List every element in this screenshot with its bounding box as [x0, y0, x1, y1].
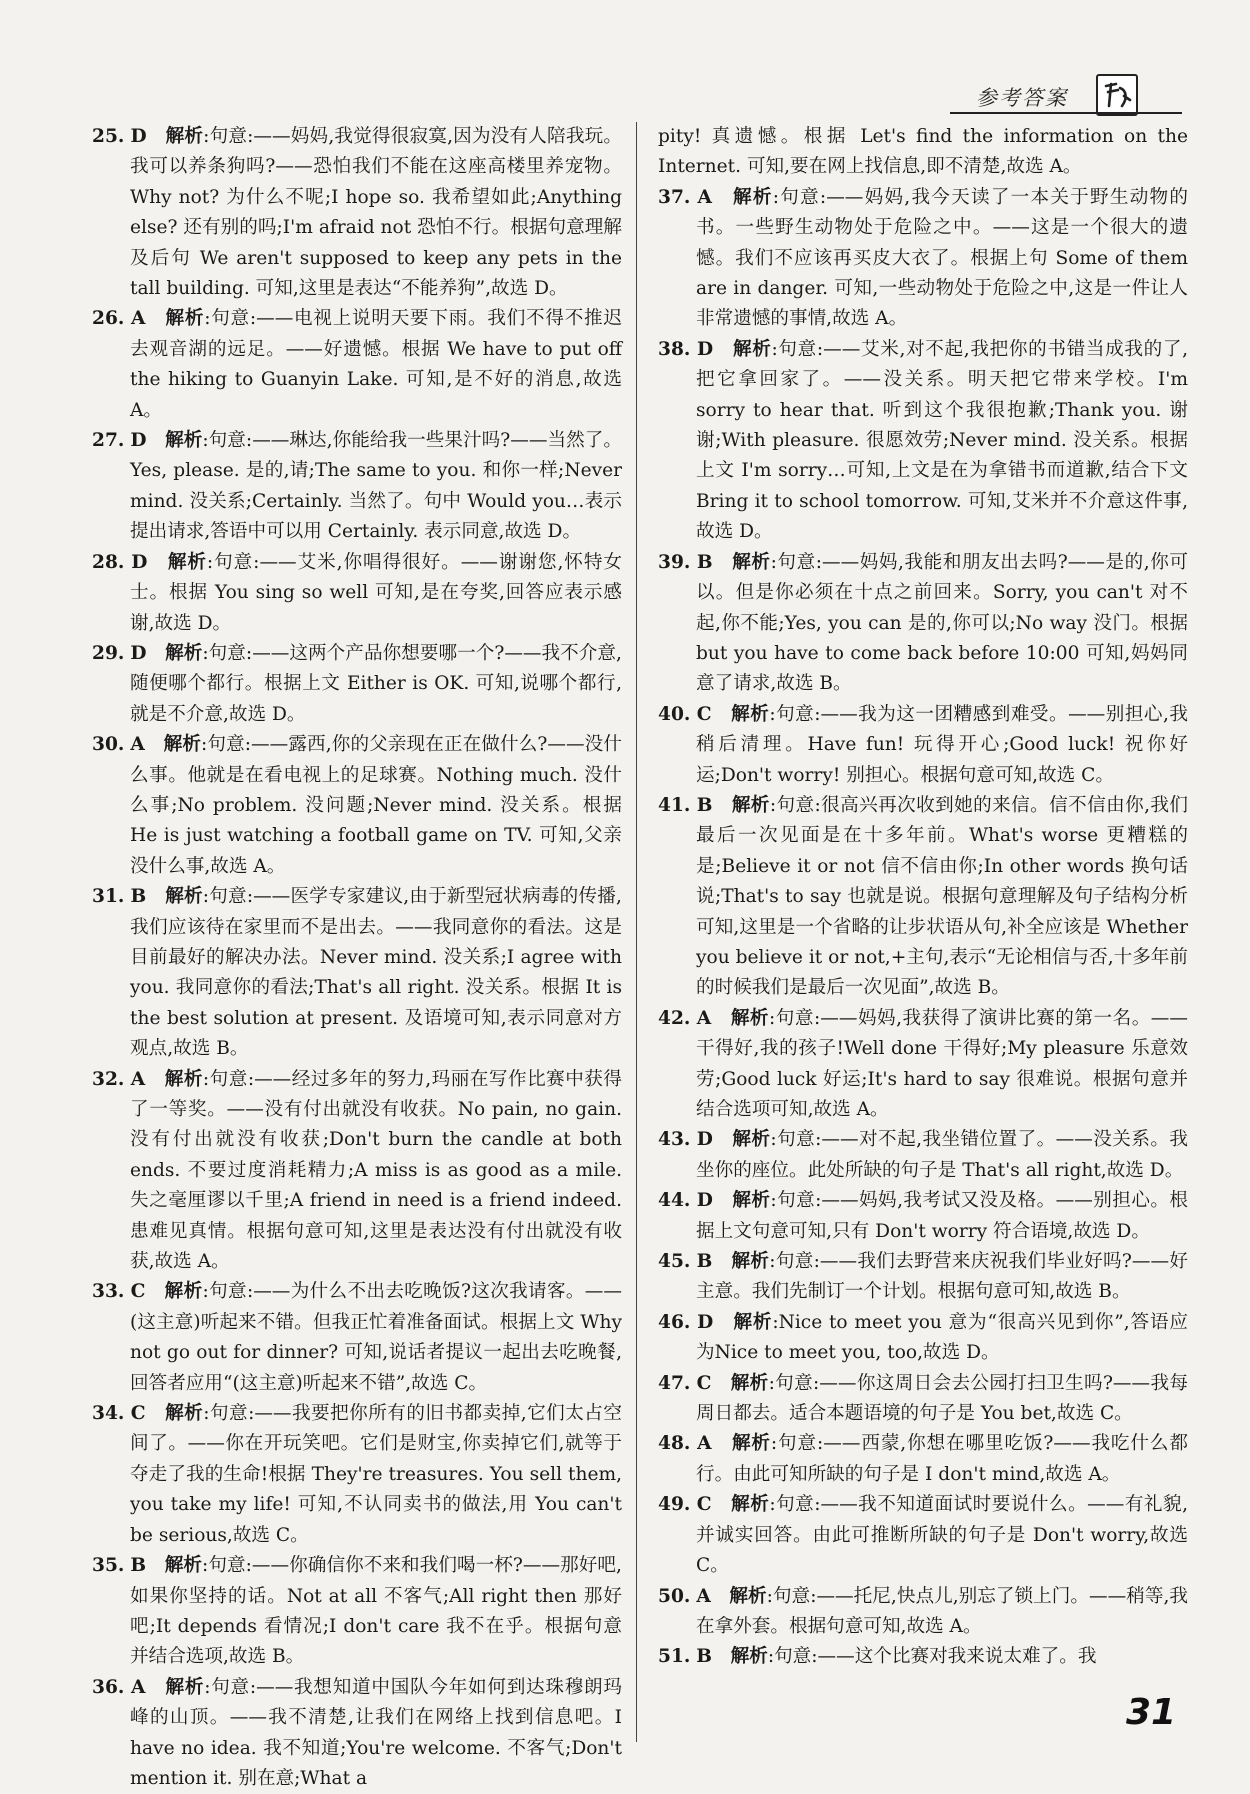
answer-item: 37. A 解析:句意:——妈妈,我今天读了一本关于野生动物的书。一些野生动物处于危险之中。——这是一个很大的遗憾。我们不应该再买皮大衣了。根据上句 Some of them are in danger. 可知,一些动物处于危险之中,这是一件让人非常遗憾的事情,故选 A。 — [658, 186, 1188, 330]
column-divider — [636, 122, 637, 1742]
answer-item: 27. D 解析:句意:——琳达,你能给我一些果汁吗?——当然了。Yes, please. 是的,请;The same to you. 和你一样;Never mind. 没关系;Certainly. 当然了。句中 Would you…表示提出请求,答语中可以用 Certainly. 表示同意,故选 D。 — [92, 430, 622, 543]
answer-item: 28. D 解析:句意:——艾米,你唱得很好。——谢谢您,怀特女士。根据 You sing so well 可知,是在夸奖,回答应表示感谢,故选 D。 — [92, 551, 622, 634]
answer-item: 43. D 解析:句意:——对不起,我坐错位置了。——没关系。我坐你的座位。此处所缺的句子是 That's all right,故选 D。 — [658, 1129, 1188, 1181]
answer-item: 33. C 解析:句意:——为什么不出去吃晚饭?这次我请客。——(这主意)听起来不错。但我正忙着准备面试。根据上文 Why not go out for dinner? 可知,说话者提议一起出去吃晚餐,回答者应用“(这主意)听起来不错”,故选 C。 — [92, 1281, 622, 1394]
page-header — [950, 78, 1182, 120]
continued-text: pity! 真遗憾。根据 Let's find the information on the Internet. 可知,要在网上找信息,即不清楚,故选 A。 — [658, 126, 1188, 178]
brand-seal-icon — [1096, 74, 1138, 116]
answer-item: 26. A 解析:句意:——电视上说明天要下雨。我们不得不推迟去观音湖的远足。——好遗憾。根据 We have to put off the hiking to Guanyin Lake. 可知,是不好的消息,故选 A。 — [92, 308, 622, 421]
answer-item: 47. C 解析:句意:——你这周日会去公园打扫卫生吗?——我每周日都去。适合本题语境的句子是 You bet,故选 C。 — [658, 1372, 1188, 1425]
answer-item: 25. D 解析:句意:——妈妈,我觉得很寂寞,因为没有人陪我玩。我可以养条狗吗?——恐怕我们不能在这座高楼里养宠物。Why not? 为什么不呢;I hope so. 我希望如此;Anything else? 还有别的吗;I'm afraid not 恐怕不行。根据句意理解及后句 We aren't supposed to keep any pets in the tall building. 可知,这里是表达“不能养狗”,故选 D。 — [92, 126, 622, 300]
answer-item: 35. B 解析:句意:——你确信你不来和我们喝一杯?——那好吧,如果你坚持的话。Not at all 不客气;All right then 那好吧;It depends 看情况;I don't care 我不在乎。根据句意并结合选项,故选 B。 — [92, 1555, 622, 1668]
header-rule — [950, 112, 1182, 114]
answer-item: 38. D 解析:句意:——艾米,对不起,我把你的书错当成我的了,把它拿回家了。——没关系。明天把它带来学校。I'm sorry to hear that. 听到这个我很抱歉;Thank you. 谢谢;With pleasure. 很愿效劳;Never mind. 没关系。根据上文 I'm sorry…可知,上文是在为拿错书而道歉,结合下文 Bring it to school tomorrow. 可知,艾米并不介意这件事,故选 D。 — [658, 338, 1188, 543]
answer-item: 40. C 解析:句意:——我为这一团糟感到难受。——别担心,我稍后清理。Have fun! 玩得开心;Good luck! 祝你好运;Don't worry! 别担心。根据句意可知,故选 C。 — [658, 703, 1188, 786]
answer-item: 46. D 解析:Nice to meet you 意为“很高兴见到你”,答语应为Nice to meet you, too,故选 D。 — [658, 1311, 1188, 1364]
answer-item: 32. A 解析:句意:——经过多年的努力,玛丽在写作比赛中获得了一等奖。——没有付出就没有收获。No pain, no gain. 没有付出就没有收获;Don't burn the candle at both ends. 不要过度消耗精力;A miss is as good as a mile. 失之毫厘谬以千里;A friend in need is a friend indeed. 患难见真情。根据句意可知,这里是表达没有付出就没有收获,故选 A。 — [92, 1068, 622, 1273]
header-label: 参考答案 — [976, 86, 1068, 110]
answer-item: 45. B 解析:句意:——我们去野营来庆祝我们毕业好吗?——好主意。我们先制订一个计划。根据句意可知,故选 B。 — [658, 1251, 1188, 1303]
answer-item: 51. B 解析:句意:——这个比赛对我来说太难了。我 — [658, 1646, 1097, 1668]
answer-item: 31. B 解析:句意:——医学专家建议,由于新型冠状病毒的传播,我们应该待在家里而不是出去。——我同意你的看法。这是目前最好的解决办法。Never mind. 没关系;I agree with you. 我同意你的看法;That's all right. 没关系。根据 It is the best solution at present. 及语境可知,表示同意对方观点,故选 B。 — [92, 886, 622, 1060]
answer-item: 39. B 解析:句意:——妈妈,我能和朋友出去吗?——是的,你可以。但是你必须在十点之前回来。Sorry, you can't 对不起,你不能;Yes, you can 是的,你可以;No way 没门。根据 but you have to come back before 10:00 可知,妈妈同意了请求,故选 B。 — [658, 551, 1188, 695]
answer-item: 50. A 解析:句意:——托尼,快点儿,别忘了锁上门。——稍等,我在拿外套。根据句意可知,故选 A。 — [658, 1585, 1188, 1637]
answer-item: 42. A 解析:句意:——妈妈,我获得了演讲比赛的第一名。——干得好,我的孩子!Well done 干得好;My pleasure 乐意效劳;Good luck 好运;It's hard to say 很难说。根据句意并结合选项可知,故选 A。 — [658, 1007, 1188, 1120]
answer-item: 48. A 解析:句意:——西蒙,你想在哪里吃饭?——我吃什么都行。由此可知所缺的句子是 I don't mind,故选 A。 — [658, 1433, 1188, 1485]
answer-item: 49. C 解析:句意:——我不知道面试时要说什么。——有礼貌,并诚实回答。由此可推断所缺的句子是 Don't worry,故选 C。 — [658, 1494, 1188, 1577]
answer-item: 36. A 解析:句意:——我想知道中国队今年如何到达珠穆朗玛峰的山顶。——我不清楚,让我们在网络上找到信息吧。I have no idea. 我不知道;You're welcome. 不客气;Don't mention it. 别在意;What a — [92, 1676, 622, 1789]
right-column — [658, 122, 1188, 1673]
answer-item: 44. D 解析:句意:——妈妈,我考试又没及格。——别担心。根据上文句意可知,只有 Don't worry 符合语境,故选 D。 — [658, 1190, 1188, 1242]
answer-item: 30. A 解析:句意:——露西,你的父亲现在正在做什么?——没什么事。他就是在看电视上的足球赛。Nothing much. 没什么事;No problem. 没问题;Never mind. 没关系。根据 He is just watching a football game on TV. 可知,父亲没什么事,故选 A。 — [92, 734, 622, 877]
answer-item: 29. D 解析:句意:——这两个产品你想要哪一个?——我不介意,随便哪个都行。根据上文 Either is OK. 可知,说哪个都行,就是不介意,故选 D。 — [92, 642, 622, 725]
left-column — [92, 122, 622, 1794]
answer-item: 41. B 解析:句意:很高兴再次收到她的来信。信不信由你,我们最后一次见面是在十多年前。What's worse 更糟糕的是;Believe it or not 信不信由你;In other words 换句话说;That's to say 也就是说。根据句意理解及句子结构分析可知,这里是一个省略的让步状语从句,补全应该是 Whether you believe it or not,+主句,表示“无论相信与否,十多年前的时候我们是最后一次见面”,故选 B。 — [658, 794, 1188, 999]
answer-item: 34. C 解析:句意:——我要把你所有的旧书都卖掉,它们太占空间了。——你在开玩笑吧。它们是财宝,你卖掉它们,就等于夺走了我的生命!根据 They're treasures. You sell them, you take my life! 可知,不认同卖书的做法,用 You can't be serious,故选 C。 — [92, 1403, 622, 1546]
page-number: 31 — [1126, 1692, 1177, 1733]
